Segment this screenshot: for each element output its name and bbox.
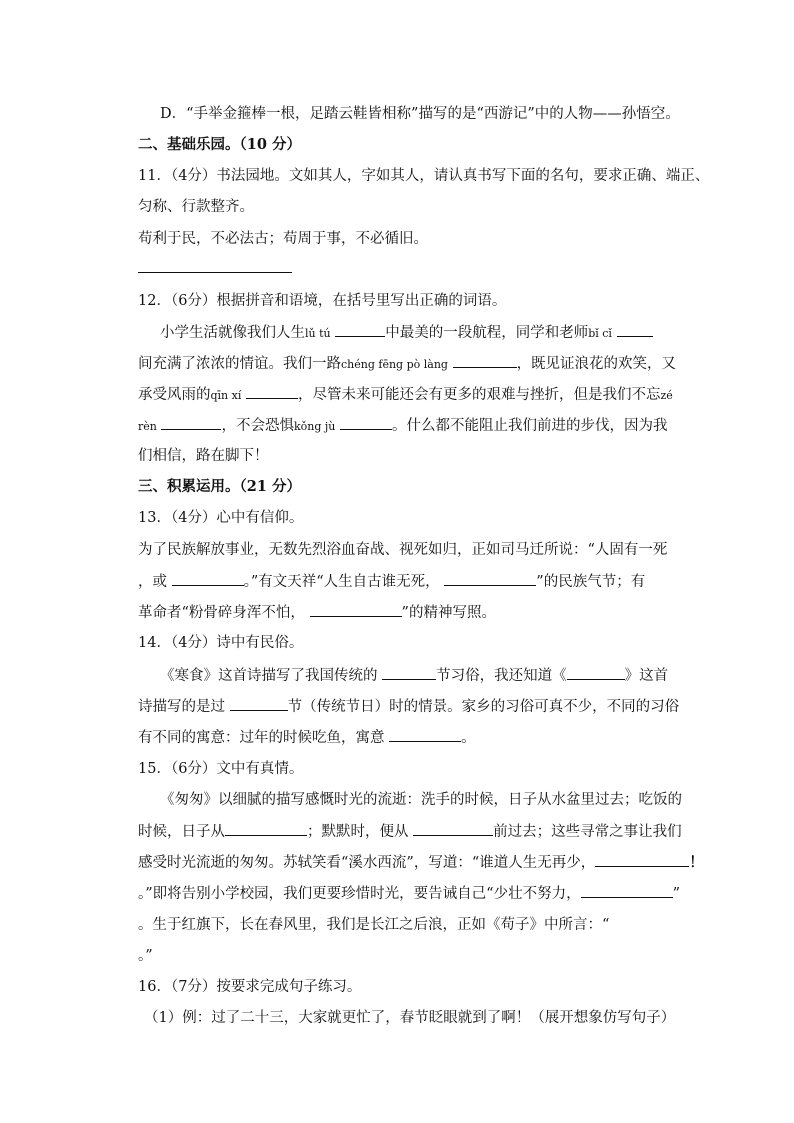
q15-line2: 时候，日子从 ；默默时，便从 前过去；这些寻常之事让我们 [138, 821, 682, 842]
q11-line2: 匀称、行款整齐。 [138, 199, 254, 215]
q12-line3: 承受风雨的qīn xí ，尽管未来可能还会有更多的艰难与挫折，但是我们不忘zé [138, 384, 673, 406]
q15-line6: 。” [138, 948, 153, 964]
q12-line5: 们相信，路在脚下！ [138, 448, 269, 464]
q15-line3: 感受时光流逝的匆匆。苏轼笑看“溪水西流”，写道：“谁道人生无再少， ！ [138, 854, 704, 871]
blank-chengfengpolang[interactable] [453, 353, 517, 368]
blank-sima-qian[interactable] [172, 571, 244, 586]
q15-line1: 《匆匆》以细腻的描写感慨时光的流逝：洗手的时候，日子从水盆里过去；吃饭的 [160, 792, 682, 808]
blank-meal[interactable] [225, 821, 307, 836]
blank-lutu[interactable] [335, 322, 385, 337]
q14-line1: 《寒食》这首诗描写了我国传统的 节习俗，我还知道《 》这首 [160, 665, 668, 686]
q11-line1: 11．（4分）书法园地。文如其人，字如其人，请认真书写下面的名句，要求正确、端正、 [138, 168, 710, 184]
section-3-heading: 三、积累运用。（21 分） [138, 478, 301, 495]
q15-line4: 。”即将告别小学校园，我们更要珍惜时光，要告诫自己“少壮不努力， ” [138, 883, 680, 904]
q16-item-1: （1）例：过了二十三，大家就更忙了，春节眨眼就到了啊！（展开想象仿写句子） [144, 1010, 676, 1026]
pinyin-bici: bǐ cǐ [588, 327, 612, 340]
blank-poem-title[interactable] [567, 665, 625, 680]
blank-festival-2[interactable] [230, 696, 288, 711]
blank-silent[interactable] [413, 821, 493, 836]
q12-line1: 小学生活就像我们人生lǔ tú 中最美的一段航程，同学和老师bǐ cǐ [160, 322, 653, 344]
q14-line3: 有不同的寓意：过年的时候吃鱼，寓意 。 [138, 727, 476, 748]
pinyin-qinxi: qīn xí [210, 389, 242, 402]
q14-heading: 14．（4分）诗中有民俗。 [138, 635, 304, 651]
q11-answer-line[interactable] [138, 272, 292, 273]
q13-heading: 13．（4分）心中有信仰。 [138, 510, 304, 526]
section-2-heading: 二、基础乐园。（10 分） [138, 136, 301, 153]
pinyin-chengfengpolang: chéng fēng pò làng [341, 358, 448, 371]
blank-bici[interactable] [617, 322, 653, 337]
q12-line2: 间充满了浓浓的情谊。我们一路chéng fēng pò làng ，既见证浪花的欢笑，又 [138, 353, 676, 375]
blank-wen-tianxiang[interactable] [444, 571, 536, 586]
blank-zeren[interactable] [161, 415, 221, 430]
blank-kongju[interactable] [340, 415, 392, 430]
option-d: D．“手举金箍棒一根，足踏云鞋皆相称”描写的是“西游记”中的人物——孙悟空。 [160, 106, 680, 122]
pinyin-lutu: lǔ tú [305, 327, 331, 340]
blank-su-shi[interactable] [595, 852, 689, 867]
blank-fish-meaning[interactable] [389, 727, 461, 742]
q15-line5: 。生于红旗下，长在春风里，我们是长江之后浪，正如《苟子》中所言：“ [138, 917, 610, 933]
q16-heading: 16．（7分）按要求完成句子练习。 [138, 979, 362, 995]
q15-heading: 15．（6分）文中有真情。 [138, 761, 304, 777]
q14-line2: 诗描写的是过 节（传统节日）时的情景。家乡的习俗可真不少，不同的习俗 [138, 696, 679, 717]
pinyin-zeren-part1: zé [660, 389, 673, 402]
q11-quote: 苟利于民，不必法古；苟周于事，不必循旧。 [138, 231, 428, 247]
pinyin-kongju: kǒng jù [293, 420, 336, 433]
blank-shaozhuang[interactable] [581, 883, 673, 898]
pinyin-zeren-part2: rèn [138, 420, 157, 433]
q12-line4: rèn ，不会恐惧kǒng jù 。什么都不能阻止我们前进的步伐，因为我 [138, 415, 667, 437]
blank-fengu-suishen[interactable] [310, 602, 402, 617]
blank-qinxi[interactable] [246, 384, 298, 399]
q13-line3: 革命者“粉骨碎身浑不怕， ”的精神写照。 [138, 602, 496, 623]
blank-festival-1[interactable] [382, 665, 436, 680]
q13-line1: 为了民族解放事业，无数先烈浴血奋战、视死如归，正如司马迁所说：“人固有一死 [138, 542, 668, 558]
q13-line2: ，或 。”有文天祥“人生自古谁无死， ”的民族气节；有 [138, 571, 645, 592]
q12-heading: 12．（6分）根据拼音和语境，在括号里写出正确的词语。 [138, 293, 507, 309]
